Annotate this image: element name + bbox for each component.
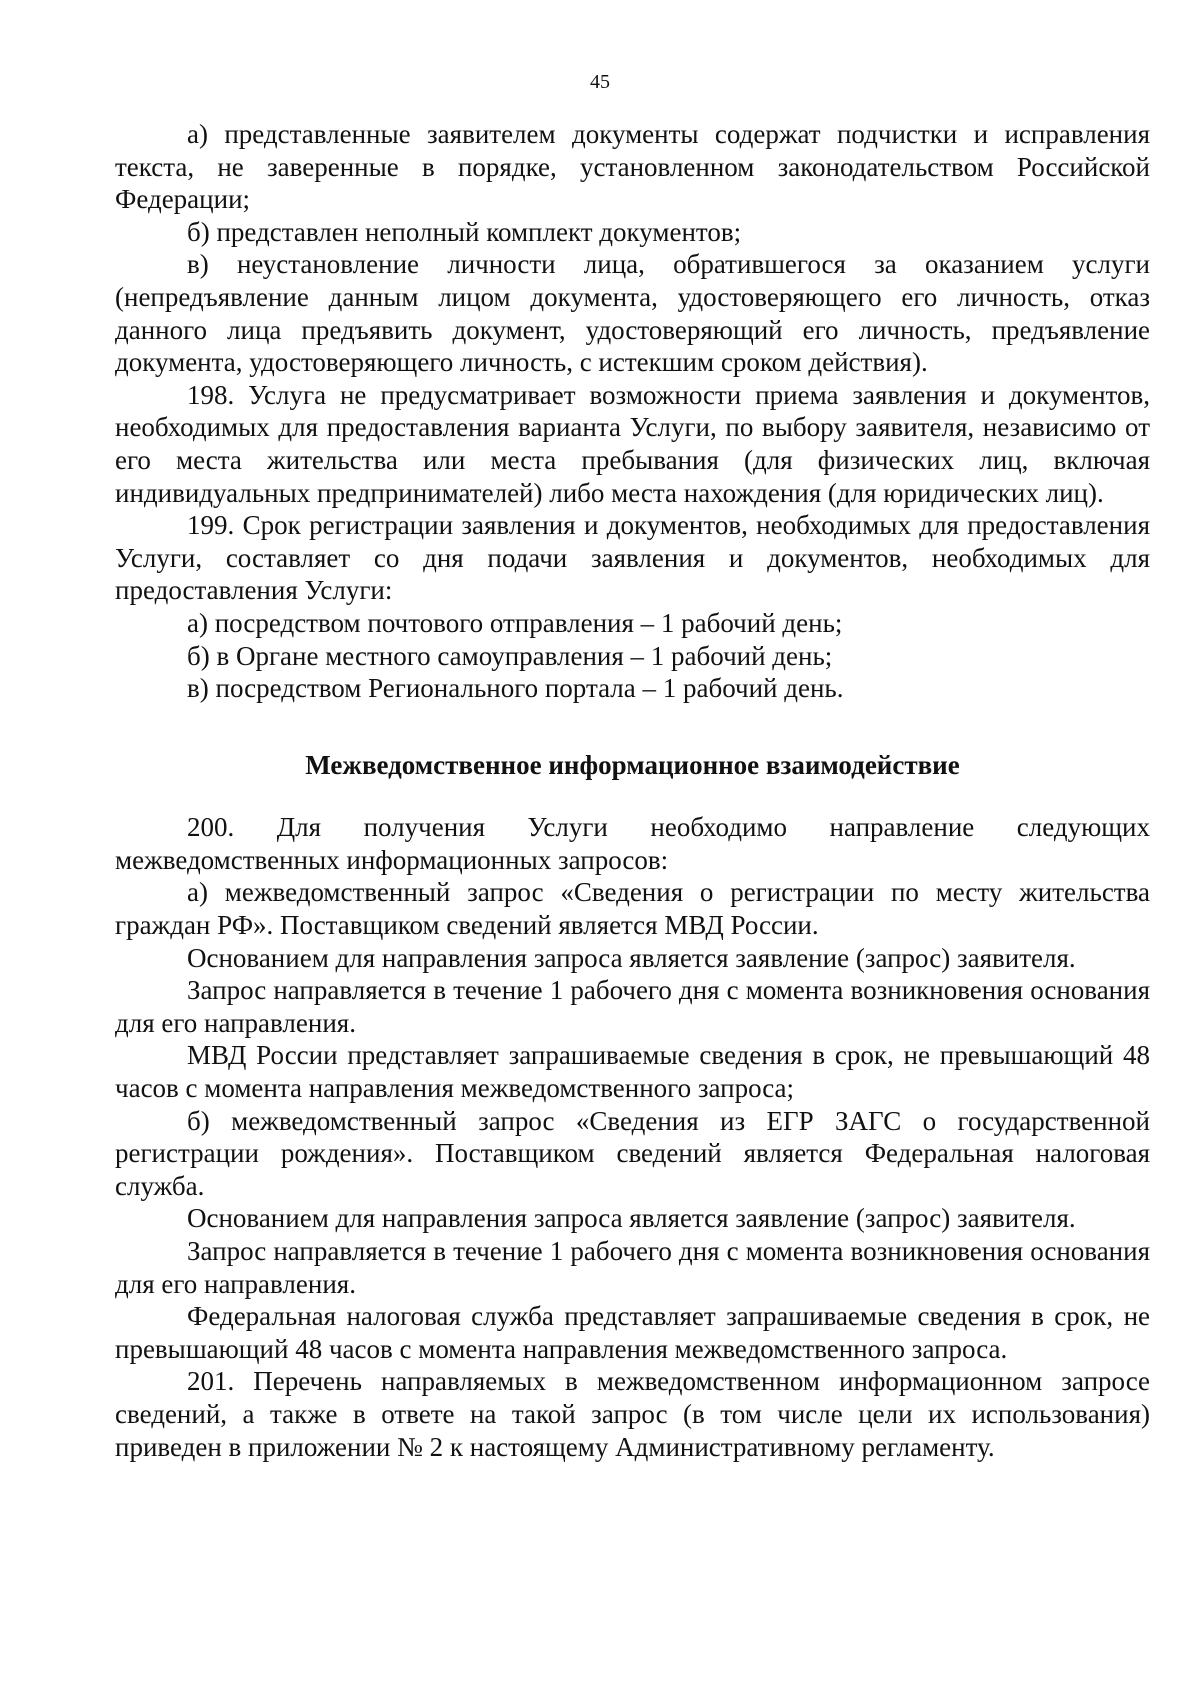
paragraph-201: 201. Перечень направляемых в межведомственном информационном запросе сведений, а также в ответе на такой запрос (в том числе цели их использования) приведен в приложении № 2 к настоящему Административному регламенту. (115, 1366, 1150, 1462)
paragraph-199: 199. Срок регистрации заявления и документов, необходимых для предоставления Услуги, составляет со дня подачи заявления и документов, необходимых для предоставления Услуги: (115, 510, 1150, 606)
paragraph-timing-1: Запрос направляется в течение 1 рабочего дня с момента возникновения основания для его направления. (115, 975, 1150, 1038)
paragraph-timing-2: Запрос направляется в течение 1 рабочего дня с момента возникновения основания для его направления. (115, 1236, 1150, 1299)
paragraph-item-a-corrections: а) представленные заявителем документы содержат подчистки и исправления текста, не заверенные в порядке, установленном законодательством Российской Федерации; (115, 119, 1150, 215)
paragraph-200-item-b: б) межведомственный запрос «Сведения из ЕГР ЗАГС о государственной регистрации рождения». Поставщиком сведений является Федеральная налоговая служба. (115, 1105, 1150, 1201)
paragraph-fns-response: Федеральная налоговая служба представляет запрашиваемые сведения в срок, не превышающий 48 часов с момента направления межведомственного запроса. (115, 1301, 1150, 1364)
paragraph-199-item-a: а) посредством почтового отправления – 1 рабочий день; (187, 607, 843, 638)
paragraph-200-item-a: а) межведомственный запрос «Сведения о регистрации по месту жительства граждан РФ». Поставщиком сведений является МВД России. (115, 877, 1150, 941)
paragraph-item-c-identity: в) неустановление личности лица, обратившегося за оказанием услуги (непредъявление данным лицом документа, удостоверяющего его личность, отказ данного лица предъявить документ, удостоверяющий его личность, предъявление документа, удостоверяющего личность, с истекшим сроком действия). (115, 249, 1150, 378)
paragraph-basis-1: Основанием для направления запроса является заявление (запрос) заявителя. (187, 942, 1076, 973)
paragraph-item-b-incomplete: б) представлен неполный комплект документов; (187, 216, 742, 247)
document-body (115, 118, 1150, 1463)
paragraph-199-item-c: в) посредством Регионального портала – 1 рабочий день. (187, 673, 844, 704)
paragraph-basis-2: Основанием для направления запроса является заявление (запрос) заявителя. (187, 1203, 1076, 1234)
section-heading: Межведомственное информационное взаимодействие (305, 749, 960, 780)
paragraph-mvd-response: МВД России представляет запрашиваемые сведения в срок, не превышающий 48 часов с момента направления межведомственного запроса; (115, 1040, 1150, 1104)
paragraph-198: 198. Услуга не предусматривает возможности приема заявления и документов, необходимых для предоставления варианта Услуги, по выбору заявителя, независимо от его места жительства или места пребывания (для физических лиц, включая индивидуальных предпринимателей) либо места нахождения (для юридических лиц). (115, 379, 1150, 508)
page-number: 45 (590, 71, 610, 93)
paragraph-200: 200. Для получения Услуги необходимо направление следующих межведомственных информационных запросов: (115, 812, 1150, 875)
paragraph-199-item-b: б) в Органе местного самоуправления – 1 рабочий день; (187, 640, 833, 671)
